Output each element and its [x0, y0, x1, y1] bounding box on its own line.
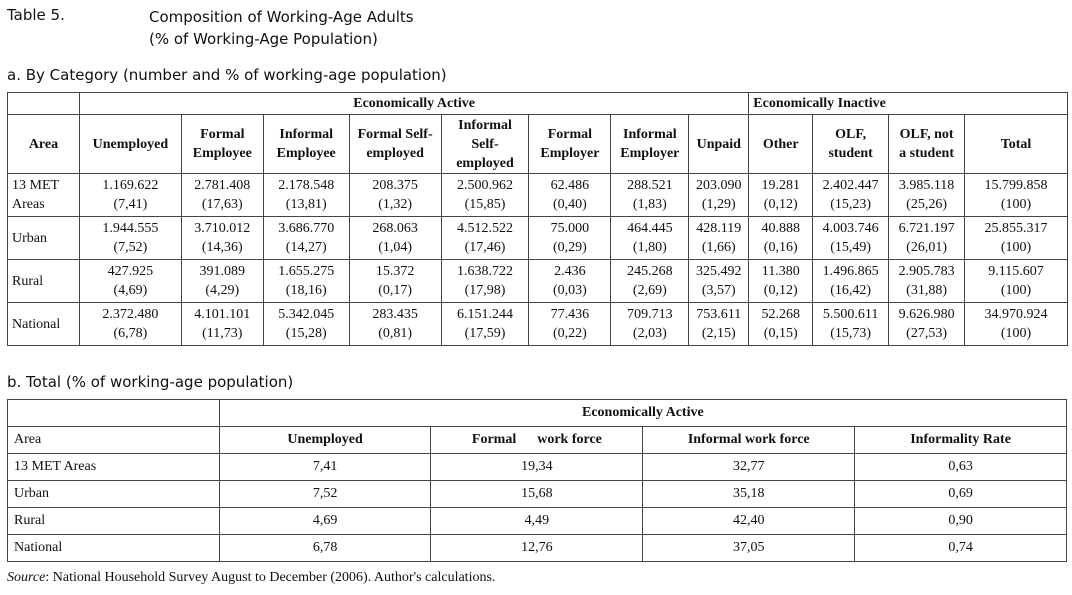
cell-percent: (17,46)	[464, 240, 506, 255]
corner-cell	[8, 93, 80, 115]
corner-cell	[8, 400, 220, 427]
data-cell: 4,49	[431, 508, 643, 535]
data-cell	[813, 217, 889, 260]
column-header-line: Employer	[620, 146, 680, 161]
row-label-line: National	[12, 316, 61, 332]
column-header-line: Informal	[279, 127, 334, 142]
table-row	[8, 260, 1068, 303]
column-header-line: Employee	[276, 146, 336, 161]
column-header	[529, 115, 611, 174]
cell-value: 77.436	[550, 307, 590, 322]
data-cell	[349, 303, 441, 346]
table-title-line1: Composition of Working-Age Adults	[149, 8, 414, 26]
cell-value: 34.970.924	[984, 307, 1048, 322]
data-cell: 19,34	[431, 454, 643, 481]
data-cell	[529, 260, 611, 303]
column-header	[441, 115, 529, 174]
data-cell: 6,78	[219, 535, 431, 562]
data-cell	[813, 303, 889, 346]
cell-percent: (15,49)	[830, 240, 872, 255]
cell-percent: (6,78)	[113, 326, 148, 341]
column-header-line: Informal	[458, 117, 512, 133]
cell-value: 52.268	[761, 307, 800, 322]
cell-percent: (0,12)	[763, 197, 798, 212]
data-cell: 4,69	[219, 508, 431, 535]
cell-value: 1.655.275	[278, 264, 335, 279]
source-label: Source	[7, 570, 46, 585]
data-cell	[889, 174, 965, 217]
section-a-heading: a. By Category (number and % of working-age population)	[7, 66, 447, 84]
data-cell	[965, 217, 1068, 260]
data-cell	[263, 174, 349, 217]
cell-percent: (100)	[1000, 326, 1032, 341]
data-cell	[689, 174, 749, 217]
cell-percent: (15,23)	[830, 197, 872, 212]
column-header-line: student	[828, 146, 873, 161]
data-cell	[611, 260, 689, 303]
cell-percent: (7,41)	[113, 197, 148, 212]
data-cell: 32,77	[643, 454, 855, 481]
cell-value: 19.281	[761, 178, 800, 193]
data-cell	[529, 174, 611, 217]
data-cell	[263, 303, 349, 346]
column-header-line: Total	[1000, 136, 1032, 152]
group-header-active: Economically Active	[79, 93, 748, 115]
cell-percent: (15,28)	[285, 326, 327, 341]
source-note	[7, 570, 495, 586]
cell-percent: (27,53)	[906, 326, 947, 341]
cell-percent: (14,27)	[285, 240, 327, 255]
cell-value: 391.089	[199, 264, 246, 279]
cell-value: 288.521	[627, 178, 673, 193]
data-cell	[965, 303, 1068, 346]
cell-value: 40.888	[761, 221, 800, 236]
data-cell	[263, 260, 349, 303]
data-cell	[441, 217, 529, 260]
data-cell	[813, 174, 889, 217]
cell-value: 11.380	[761, 264, 800, 279]
data-cell	[441, 174, 529, 217]
data-cell	[349, 260, 441, 303]
data-cell	[689, 260, 749, 303]
data-cell	[529, 303, 611, 346]
cell-value: 2.178.548	[278, 178, 335, 193]
cell-value: 9.626.980	[898, 307, 955, 322]
cell-value: 62.486	[550, 178, 590, 193]
data-cell	[79, 303, 181, 346]
cell-percent: (2,03)	[632, 326, 667, 341]
data-cell	[689, 217, 749, 260]
cell-value: 4.003.746	[822, 221, 879, 236]
cell-value: 75.000	[550, 221, 590, 236]
cell-percent: (15,85)	[464, 197, 506, 212]
cell-value: 245.268	[627, 264, 673, 279]
cell-percent: (17,59)	[464, 326, 506, 341]
column-header-line: Formal	[547, 127, 593, 142]
column-header	[181, 115, 263, 174]
row-label	[8, 174, 80, 217]
data-cell	[611, 303, 689, 346]
table-number: Table 5.	[7, 6, 65, 24]
cell-value: 3.985.118	[898, 178, 955, 193]
cell-value: 428.119	[696, 221, 742, 236]
column-header	[749, 115, 813, 174]
column-header	[889, 115, 965, 174]
cell-value: 1.496.865	[822, 264, 879, 279]
cell-value: 25.855.317	[984, 221, 1048, 236]
data-cell	[181, 174, 263, 217]
table-title-line2: (% of Working-Age Population)	[149, 30, 378, 48]
column-header	[79, 115, 181, 174]
cell-value: 15.799.858	[984, 178, 1048, 193]
data-cell	[181, 217, 263, 260]
cell-value: 5.342.045	[278, 307, 335, 322]
row-label-line: Urban	[12, 230, 47, 246]
cell-percent: (2,69)	[632, 283, 667, 298]
category-table	[7, 92, 1068, 346]
table-row	[8, 217, 1068, 260]
cell-percent: (1,32)	[378, 197, 413, 212]
data-cell	[441, 260, 529, 303]
data-cell	[263, 217, 349, 260]
cell-value: 2.402.447	[822, 178, 879, 193]
data-cell	[889, 217, 965, 260]
cell-value: 1.169.622	[102, 178, 159, 193]
cell-value: 2.500.962	[457, 178, 513, 193]
data-cell: 7,52	[219, 481, 431, 508]
cell-percent: (3,57)	[701, 283, 736, 298]
cell-percent: (13,81)	[285, 197, 327, 212]
data-cell	[79, 217, 181, 260]
cell-percent: (0,81)	[378, 326, 413, 341]
cell-value: 464.445	[627, 221, 673, 236]
totals-table	[7, 399, 1067, 562]
cell-percent: (1,66)	[701, 240, 736, 255]
data-cell	[181, 260, 263, 303]
table-row	[8, 454, 1067, 481]
cell-percent: (1,29)	[701, 197, 736, 212]
column-header-line: Formal	[200, 127, 245, 142]
data-cell	[349, 174, 441, 217]
cell-value: 5.500.611	[822, 307, 879, 322]
column-header-line: Employer	[540, 146, 600, 161]
data-cell	[79, 174, 181, 217]
data-cell: 0,63	[855, 454, 1067, 481]
row-label: National	[8, 535, 220, 562]
column-header	[611, 115, 689, 174]
cell-percent: (1,04)	[378, 240, 413, 255]
cell-percent: (0,17)	[378, 283, 413, 298]
cell-value: 208.375	[372, 178, 418, 193]
data-cell: 0,90	[855, 508, 1067, 535]
data-cell	[749, 217, 813, 260]
column-header-area: Area	[8, 427, 220, 454]
table-row	[8, 481, 1067, 508]
cell-value: 283.435	[372, 307, 418, 322]
data-cell: 42,40	[643, 508, 855, 535]
data-cell	[441, 303, 529, 346]
cell-percent: (0,12)	[763, 283, 798, 298]
cell-percent: (0,15)	[763, 326, 798, 341]
cell-percent: (15,73)	[830, 326, 872, 341]
cell-percent: (100)	[1000, 240, 1032, 255]
data-cell	[611, 174, 689, 217]
group-header-inactive: Economically Inactive	[749, 93, 1068, 115]
data-cell: 0,69	[855, 481, 1067, 508]
row-label	[8, 217, 80, 260]
cell-value: 15.372	[375, 264, 415, 279]
cell-percent: (7,52)	[113, 240, 148, 255]
data-cell	[749, 174, 813, 217]
table-row	[8, 174, 1068, 217]
cell-percent: (0,22)	[553, 326, 587, 341]
column-header-line: OLF,	[835, 127, 867, 142]
table-row	[8, 508, 1067, 535]
row-label-line: Rural	[12, 273, 44, 289]
cell-percent: (0,40)	[553, 197, 587, 212]
data-cell	[611, 217, 689, 260]
column-header-line: OLF, not	[899, 127, 954, 142]
cell-value: 2.436	[554, 264, 586, 279]
cell-percent: (1,80)	[632, 240, 667, 255]
row-label: Urban	[8, 481, 220, 508]
column-header: Informality Rate	[855, 427, 1067, 454]
cell-value: 427.925	[107, 264, 154, 279]
cell-value: 1.638.722	[457, 264, 513, 279]
cell-value: 6.721.197	[898, 221, 955, 236]
data-cell: 0,74	[855, 535, 1067, 562]
cell-value: 2.372.480	[102, 307, 159, 322]
cell-percent: (1,83)	[632, 197, 667, 212]
data-cell	[749, 260, 813, 303]
row-label-line: Areas	[12, 197, 45, 212]
column-header	[689, 115, 749, 174]
data-cell: 12,76	[431, 535, 643, 562]
column-header-area: Area	[8, 115, 80, 174]
group-header-active: Economically Active	[219, 400, 1066, 427]
cell-percent: (17,98)	[464, 283, 506, 298]
cell-percent: (26,01)	[906, 240, 947, 255]
cell-percent: (100)	[1000, 283, 1032, 298]
cell-percent: (0,03)	[553, 283, 587, 298]
table-row	[8, 535, 1067, 562]
cell-value: 2.781.408	[194, 178, 251, 193]
cell-value: 203.090	[696, 178, 742, 193]
cell-percent: (31,88)	[906, 283, 947, 298]
column-header-line: Other	[762, 136, 799, 152]
column-header-line: Formal Self-	[357, 127, 433, 142]
cell-value: 753.611	[696, 307, 742, 322]
data-cell	[889, 303, 965, 346]
column-header-line: Employee	[192, 146, 252, 161]
row-label: Rural	[8, 508, 220, 535]
cell-percent: (4,29)	[205, 283, 240, 298]
cell-value: 268.063	[372, 221, 418, 236]
data-cell	[965, 260, 1068, 303]
cell-value: 3.686.770	[278, 221, 335, 236]
cell-value: 4.512.522	[457, 221, 513, 236]
column-header-line: Informal	[623, 127, 677, 142]
data-cell	[79, 260, 181, 303]
section-b-heading: b. Total (% of working-age population)	[7, 373, 294, 391]
column-header: Formal work force	[431, 427, 643, 454]
column-header	[965, 115, 1068, 174]
cell-percent: (0,29)	[553, 240, 587, 255]
data-cell	[689, 303, 749, 346]
column-header: Informal work force	[643, 427, 855, 454]
cell-percent: (2,15)	[701, 326, 736, 341]
column-header-line: Self-	[471, 136, 499, 152]
data-cell: 7,41	[219, 454, 431, 481]
data-cell	[889, 260, 965, 303]
cell-percent: (0,16)	[763, 240, 798, 255]
cell-percent: (14,36)	[201, 240, 243, 255]
data-cell	[529, 217, 611, 260]
table-row	[8, 303, 1068, 346]
source-text: : National Household Survey August to December (2006). Author's calculations.	[45, 570, 496, 585]
column-header-line: Unpaid	[696, 136, 741, 152]
cell-value: 325.492	[696, 264, 742, 279]
cell-percent: (17,63)	[201, 197, 243, 212]
cell-percent: (18,16)	[285, 283, 327, 298]
cell-value: 6.151.244	[457, 307, 513, 322]
cell-percent: (100)	[1000, 197, 1032, 212]
data-cell	[749, 303, 813, 346]
column-header-line: Unemployed	[92, 136, 169, 152]
column-header	[349, 115, 441, 174]
data-cell: 35,18	[643, 481, 855, 508]
data-cell	[965, 174, 1068, 217]
data-cell	[349, 217, 441, 260]
cell-value: 3.710.012	[194, 221, 251, 236]
column-header: Unemployed	[219, 427, 431, 454]
data-cell	[181, 303, 263, 346]
cell-percent: (4,69)	[113, 283, 148, 298]
data-cell: 37,05	[643, 535, 855, 562]
cell-value: 2.905.783	[898, 264, 955, 279]
row-label	[8, 303, 80, 346]
cell-value: 709.713	[627, 307, 673, 322]
data-cell: 15,68	[431, 481, 643, 508]
cell-percent: (16,42)	[830, 283, 872, 298]
column-header-line: a student	[899, 146, 954, 161]
table-title	[149, 6, 414, 50]
column-header-line: employed	[366, 146, 424, 161]
column-header-line: employed	[456, 155, 514, 171]
data-cell	[813, 260, 889, 303]
row-label: 13 MET Areas	[8, 454, 220, 481]
cell-value: 9.115.607	[988, 264, 1044, 279]
cell-value: 4.101.101	[194, 307, 251, 322]
column-header	[263, 115, 349, 174]
cell-percent: (25,26)	[906, 197, 947, 212]
cell-percent: (11,73)	[202, 326, 243, 341]
column-header	[813, 115, 889, 174]
row-label-line: 13 MET	[12, 178, 60, 193]
cell-value: 1.944.555	[102, 221, 159, 236]
row-label	[8, 260, 80, 303]
